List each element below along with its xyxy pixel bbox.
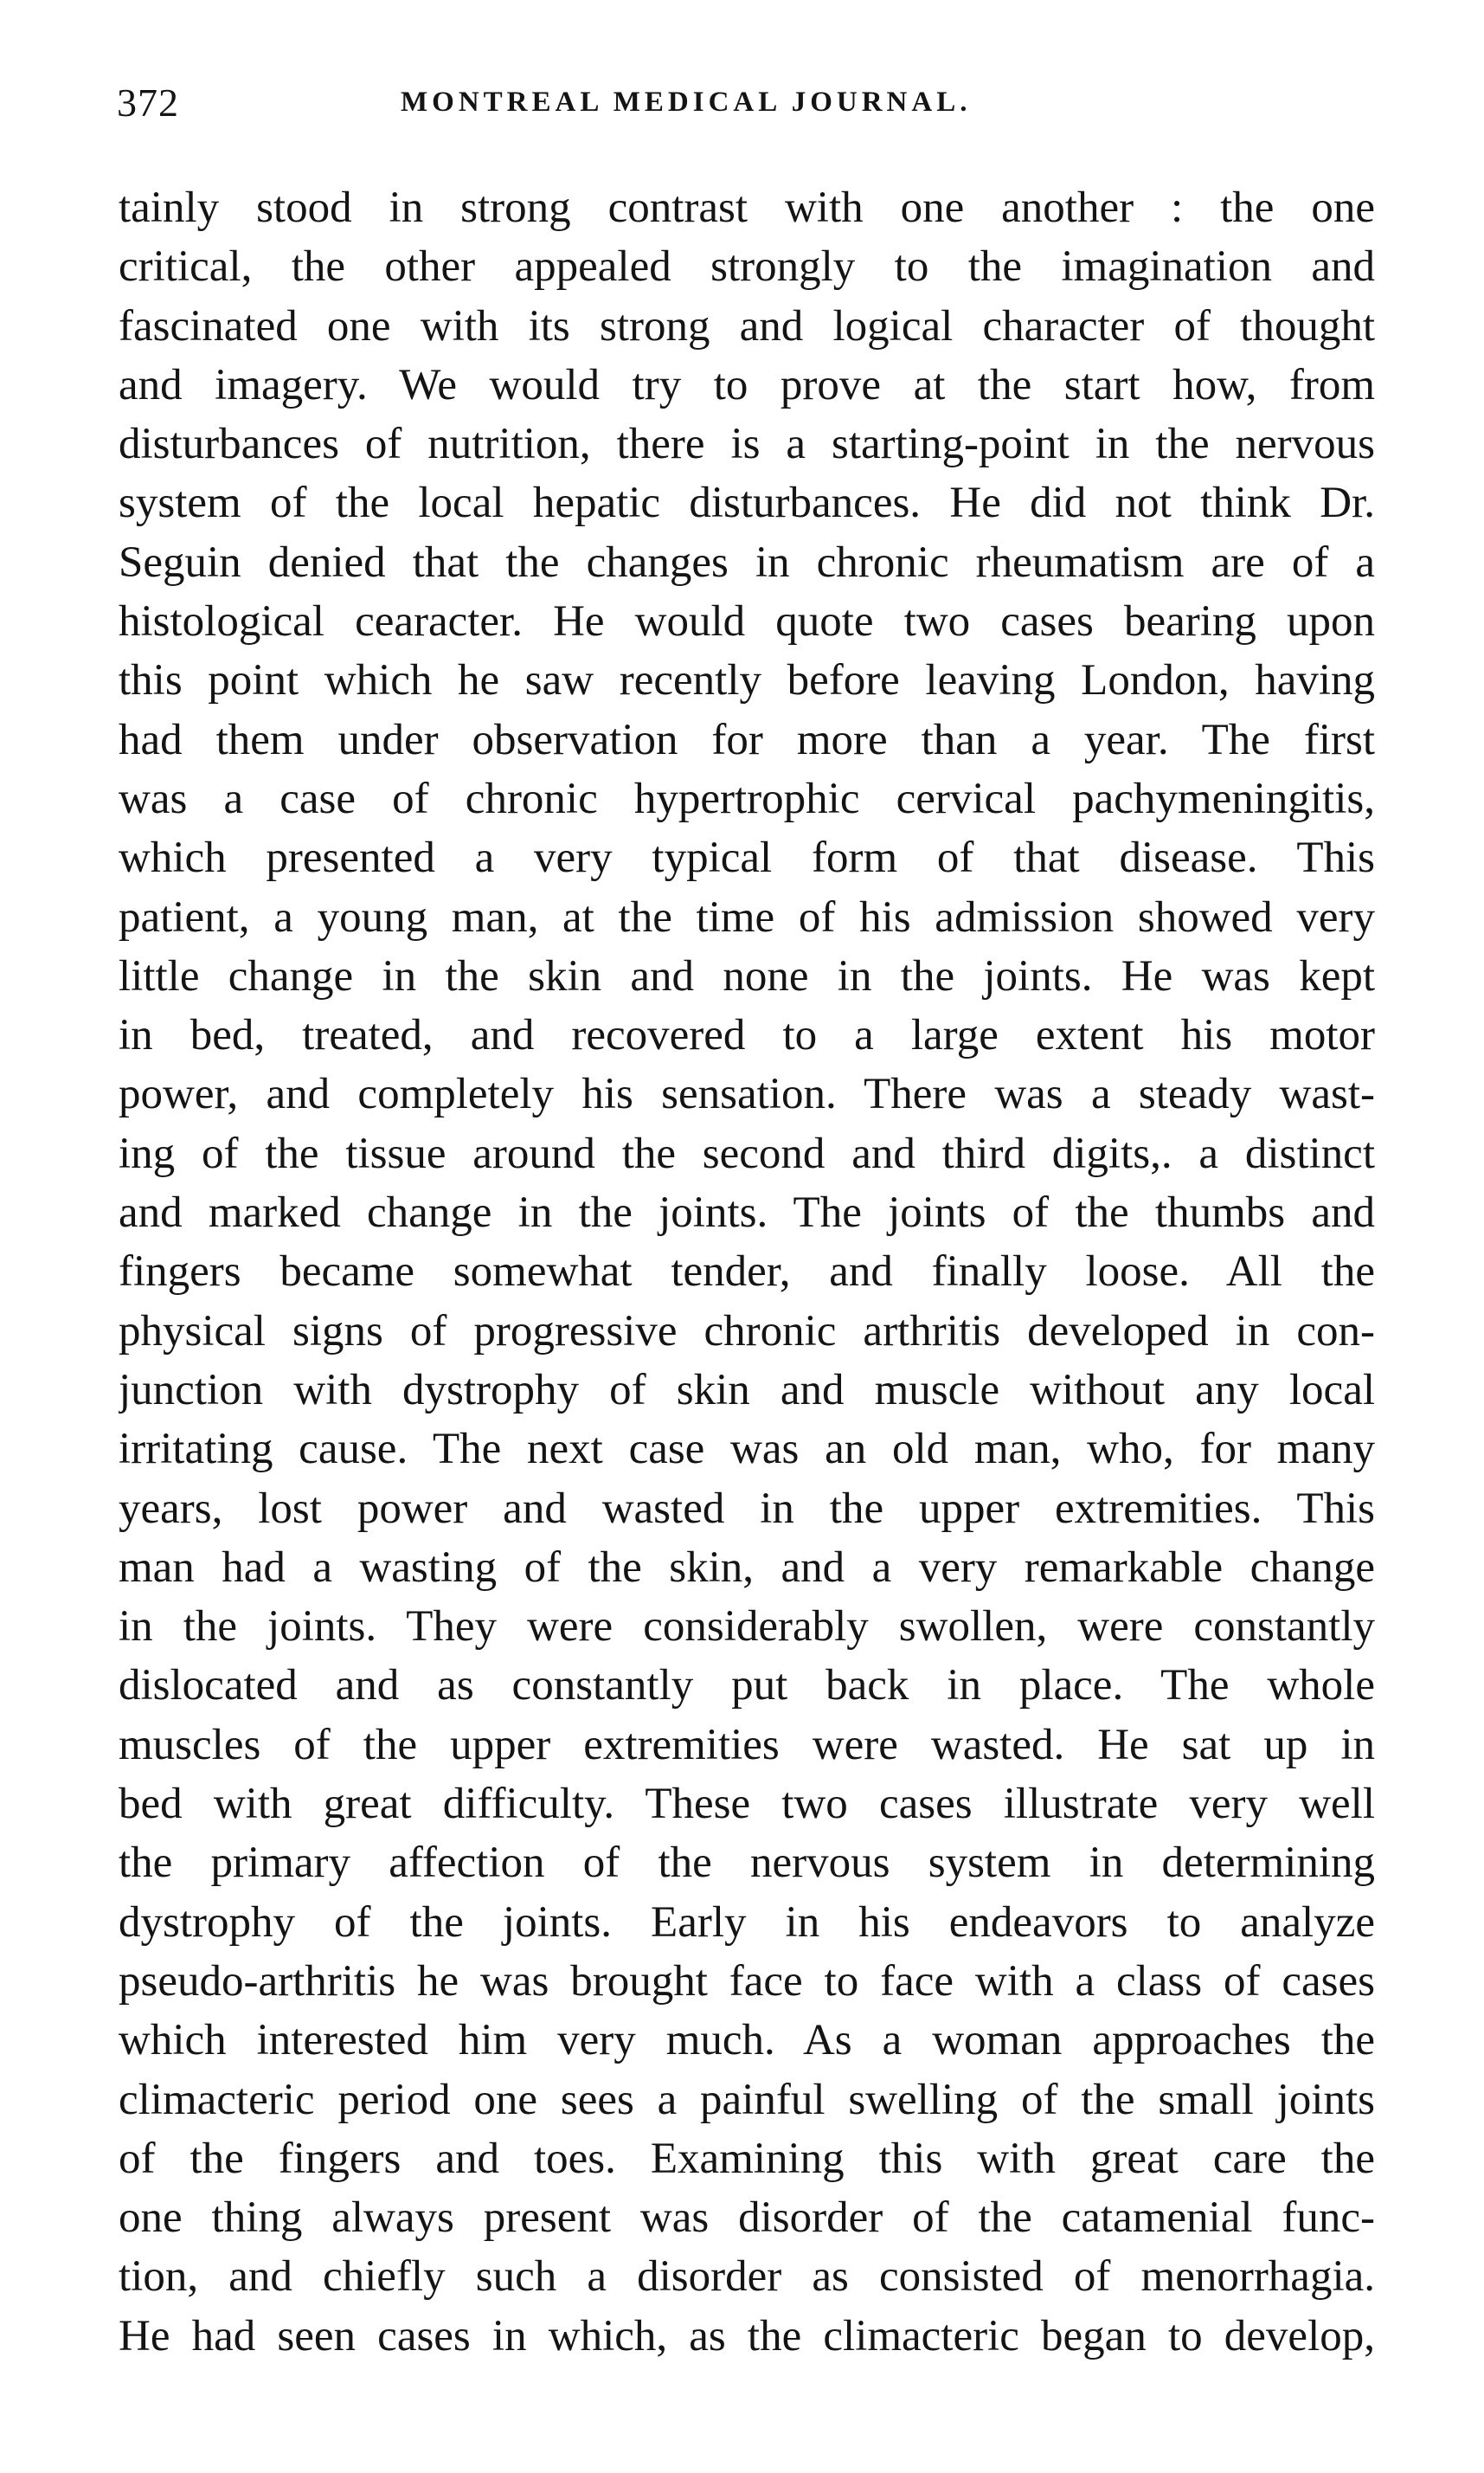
text-line: ing of the tissue around the second and third digits,. a distinct [119,1129,1375,1178]
text-line: this point which he saw recently before leaving London, having [119,656,1375,705]
text-line: pseudo-arthritis he was brought face to face with a class of cases [119,1956,1375,2006]
journal-title: MONTREAL MEDICAL JOURNAL. [401,87,972,118]
text-line: power, and completely his sensation. There was a steady wast- [119,1070,1375,1119]
text-line: in the joints. They were considerably swollen, were constantly [119,1602,1375,1652]
body-text [119,178,1375,2366]
text-line: fascinated one with its strong and logical character of thought [119,301,1375,351]
text-line: physical signs of progressive chronic arthritis developed in con- [119,1306,1375,1356]
text-line: tion, and chiefly such a disorder as consisted of menorrhagia. [119,2252,1375,2302]
text-line: Seguin denied that the changes in chronic rheumatism are of a [119,538,1375,587]
text-line: climacteric period one sees a painful swelling of the small joints [119,2075,1375,2124]
text-line: disturbances of nutrition, there is a starting-point in the nervous [119,420,1375,469]
text-line: one thing always present was disorder of the catamenial func- [119,2193,1375,2243]
text-line: histological cearacter. He would quote two cases bearing upon [119,597,1375,647]
text-line: bed with great difficulty. These two cases illustrate very well [119,1780,1375,1829]
text-line: in bed, treated, and recovered to a large extent his motor [119,1011,1375,1060]
text-line: which presented a very typical form of that disease. This [119,834,1375,883]
text-line: junction with dystrophy of skin and muscle without any local [119,1365,1375,1414]
text-line: system of the local hepatic disturbances. He did not think Dr. [119,479,1375,528]
text-line: and imagery. We would try to prove at the start how, from [119,360,1375,409]
text-line: dislocated and as constantly put back in place. The whole [119,1661,1375,1710]
text-line: dystrophy of the joints. Early in his endeavors to analyze [119,1897,1375,1947]
text-line: years, lost power and wasted in the upper extremities. This [119,1484,1375,1533]
text-line: and marked change in the joints. The joints of the thumbs and [119,1188,1375,1238]
text-line: had them under observation for more than a year. The first [119,715,1375,764]
text-line: He had seen cases in which, as the climacteric began to develop, [119,2311,1375,2360]
text-line: which interested him very much. As a woman approaches the [119,2016,1375,2065]
text-line: the primary affection of the nervous system in determining [119,1839,1375,1888]
text-line: of the fingers and toes. Examining this with great care the [119,2134,1375,2183]
text-line: little change in the skin and none in the joints. He was kept [119,951,1375,1001]
text-line: irritating cause. The next case was an old man, who, for many [119,1425,1375,1474]
text-line: was a case of chronic hypertrophic cervical pachymeningitis, [119,774,1375,823]
text-line: tainly stood in strong contrast with one another : the one [119,184,1375,232]
text-line: patient, a young man, at the time of his admission showed very [119,892,1375,942]
text-line: fingers became somewhat tender, and finally loose. All the [119,1247,1375,1297]
text-line: muscles of the upper extremities were wasted. He sat up in [119,1720,1375,1769]
text-line: critical, the other appealed strongly to the imagination and [119,242,1375,292]
text-line: man had a wasting of the skin, and a very remarkable change [119,1542,1375,1592]
running-head [117,80,1372,132]
page-number: 372 [117,81,179,125]
